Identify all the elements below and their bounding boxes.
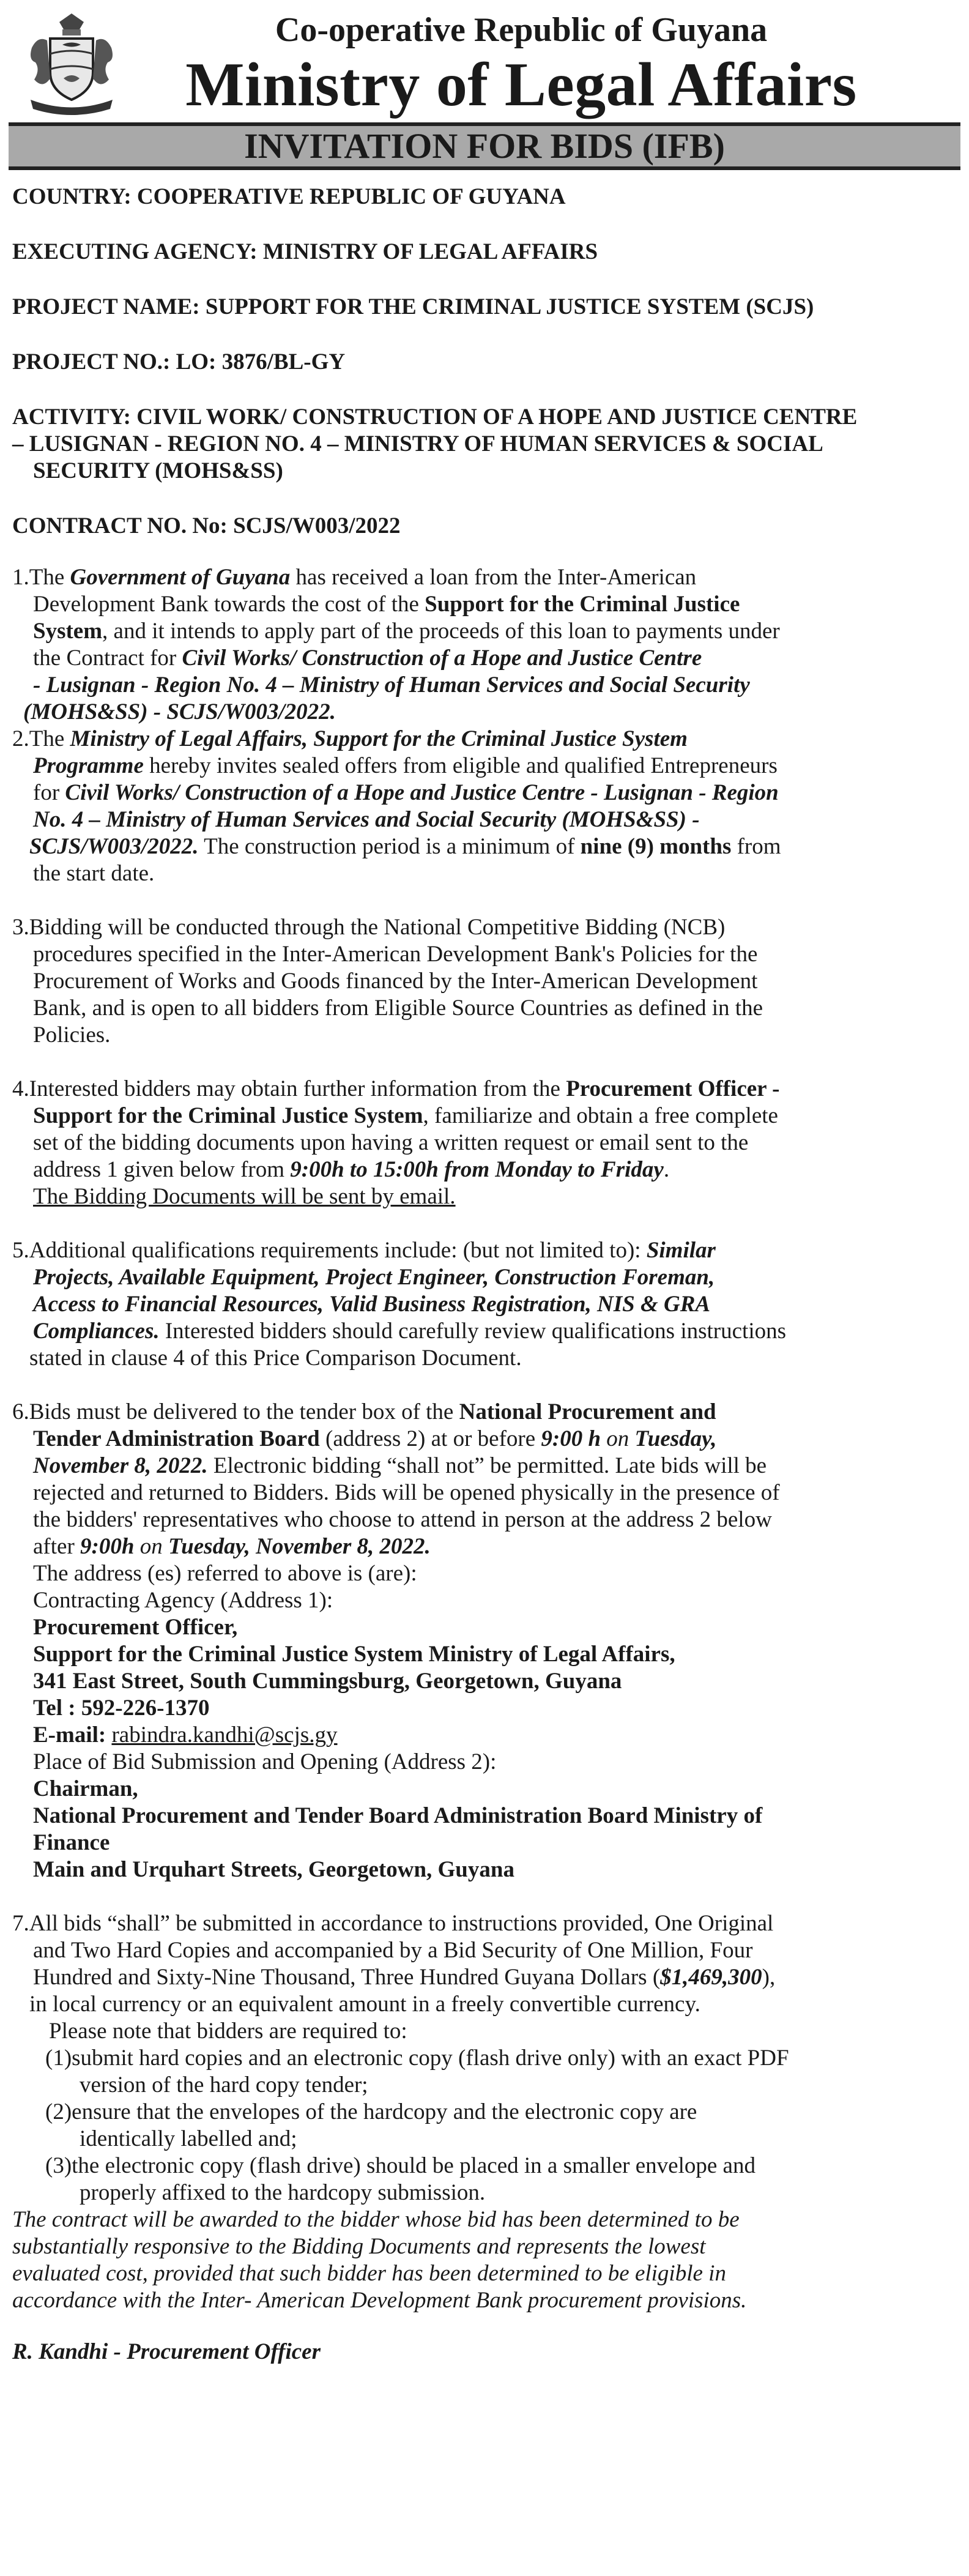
- meta-project-name: PROJECT NAME: SUPPORT FOR THE CRIMINAL JUSTICE SYSTEM (SCJS): [12, 294, 814, 319]
- paragraph-6: 6.Bids must be delivered to the tender box of the National Procurement and Tender Administration Board (address 2) at or before 9:00 h on Tuesday, November 8, 2022. Electronic bidding “shall not” be permitted. Late bids will be rejected and returned to Bidders. Bids will be opened physically in the presence of the bidders' representatives who choose to attend in person at the address 2 below after 9:00h on Tuesday, November 8, 2022. The address (es) referred to above is (are): Contracting Agency (Address 1): Procurement Officer, Support for the Criminal Justice System Ministry of Legal Affairs, 341 East Street, South Cummingsburg, Georgetown, Guyana Tel : 592-226-1370 E-mail: rabindra.kandhi@scjs.gy Place of Bid Submission and Opening (Address 2): Chairman, National Procurement and Tender Board Administration Board Ministry of Finance Main and Urquhart Streets, Georgetown, Guyana: [12, 1399, 780, 1882]
- banner-title: INVITATION FOR BIDS (IFB): [9, 122, 960, 170]
- activity-line-2: – LUSIGNAN - REGION NO. 4 – MINISTRY OF HUMAN SERVICES & SOCIAL: [12, 431, 823, 456]
- email-link[interactable]: rabindra.kandhi@scjs.gy: [111, 1722, 338, 1748]
- activity-line-1: ACTIVITY: CIVIL WORK/ CONSTRUCTION OF A HOPE AND JUSTICE CENTRE: [12, 404, 858, 430]
- closing-statement: The contract will be awarded to the bidder whose bid has been determined to be substantially responsive to the Bidding Documents and represents the lowest evaluated cost, provided that such bidder has been determined to be eligible in accordance with the Inter- American Development Bank procurement provisions.: [12, 2207, 747, 2313]
- paragraph-1: 1.The Government of Guyana has received a loan from the Inter-American Development Bank towards the cost of the Support for the Criminal Justice System, and it intends to apply part of the proceeds of this loan to payments under the Contract for Civil Works/ Construction of a Hope and Justice Centre - Lusignan - Region No. 4 – Ministry of Human Services and Social Security (MOHS&SS) - SCJS/W003/2022.: [12, 565, 780, 724]
- paragraph-7: 7.All bids “shall” be submitted in accordance to instructions provided, One Original and Two Hard Copies and accompanied by a Bid Security of One Million, Four Hundred and Sixty-Nine Thousand, Three Hundred Guyana Dollars ($1,469,300), in local currency or an equivalent amount in a freely convertible currency. Please note that bidders are required to:: [12, 1911, 776, 2044]
- list-item: (3)the electronic copy (flash drive) should be placed in a smaller envelope and properly affixed to the hardcopy submission.: [45, 2153, 756, 2205]
- meta-country: COUNTRY: COOPERATIVE REPUBLIC OF GUYANA: [12, 184, 566, 209]
- signature: R. Kandhi - Procurement Officer: [12, 2339, 321, 2364]
- paragraph-4: 4.Interested bidders may obtain further information from the Procurement Officer - Support for the Criminal Justice System, familiarize and obtain a free complete set of the bidding documents upon having a written request or email sent to the address 1 given below from 9:00h to 15:00h from Monday to Friday. The Bidding Documents will be sent by email.: [12, 1076, 780, 1209]
- list-item: (2)ensure that the envelopes of the hardcopy and the electronic copy are identically labelled and;: [45, 2099, 697, 2151]
- list-item: (1)submit hard copies and an electronic copy (flash drive only) with an exact PDF version of the hard copy tender;: [45, 2046, 789, 2098]
- meta-agency: EXECUTING AGENCY: MINISTRY OF LEGAL AFFAIRS: [12, 239, 598, 264]
- republic-name: Co-operative Republic of Guyana: [275, 11, 768, 49]
- header: [9, 0, 960, 122]
- requirements-list: [9, 2045, 960, 2206]
- paragraph-2: 2.The Ministry of Legal Affairs, Support for the Criminal Justice System Programme hereby invites sealed offers from eligible and qualified Entrepreneurs for Civil Works/ Construction of a Hope and Justice Centre - Lusignan - Region No. 4 – Ministry of Human Services and Social Security (MOHS&SS) - SCJS/W003/2022. The construction period is a minimum of nine (9) months from the start date.: [12, 726, 781, 886]
- email-delivery-note: The Bidding Documents will be sent by email.: [33, 1184, 456, 1209]
- ministry-name: Ministry of Legal Affairs: [185, 50, 857, 119]
- activity-line-3: SECURITY (MOHS&SS): [33, 458, 283, 483]
- meta-project-no: PROJECT NO.: LO: 3876/BL-GY: [12, 349, 346, 374]
- paragraph-3: 3.Bidding will be conducted through the National Competitive Bidding (NCB) procedures specified in the Inter-American Development Bank's Policies for the Procurement of Works and Goods financed by the Inter-American Development Bank, and is open to all bidders from Eligible Source Countries as defined in the Policies.: [12, 915, 763, 1048]
- meta-contract-no: CONTRACT NO. No: SCJS/W003/2022: [12, 513, 401, 538]
- paragraph-5: 5.Additional qualifications requirements include: (but not limited to): Similar Projects, Available Equipment, Project Engineer, Construction Foreman, Access to Financial Resources, Valid Business Registration, NIS & GRA Compliances. Interested bidders should carefully review qualifications instructions stated in clause 4 of this Price Comparison Document.: [12, 1238, 786, 1371]
- meta-activity: [9, 404, 960, 485]
